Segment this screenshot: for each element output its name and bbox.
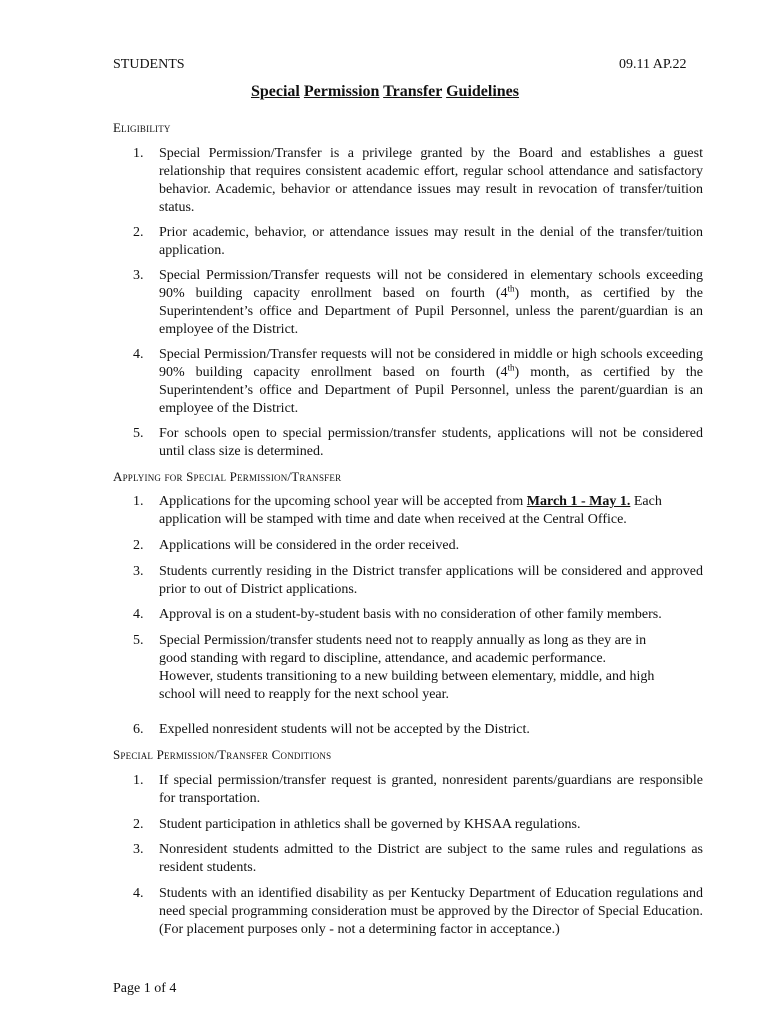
item-text: If special permission/transfer request is granted, nonresident parents/guardians are responsible for transportation. [159,773,703,806]
section-heading-applying: Applying for Special Permission/Transfer [113,469,342,484]
item-text-line: good standing with regard to discipline, attendance, and academic performance. [159,651,607,666]
item-text: Nonresident students admitted to the District are subject to the same rules and regulations as resident students. [159,842,703,875]
item-text-part: ) month, as certified by the Superintendent’s office and Department of Pupil Personnel, unless the parent/guardian is an employee of the District. [159,365,703,416]
ordinal-suffix: th [507,283,515,294]
item-number: 1. [133,146,144,161]
item-text [159,632,703,704]
section-heading-eligibility: Eligibility [113,120,171,135]
item-number: 3. [133,842,144,857]
item-text-part: ) month, as certified by the Superintendent’s office and Department of Pupil Personnel, unless the parent/guardian is an employee of the District. [159,286,703,337]
item-number: 3. [133,268,144,283]
item-number: 3. [133,564,144,579]
item-text: Approval is on a student-by-student basis with no consideration of other family members. [159,607,662,622]
header-policy-code: 09.11 AP.22 [619,57,687,72]
item-text-line: school will need to reapply for the next school year. [159,687,450,702]
item-text: For schools open to special permission/transfer students, applications will not be considered until class size is determined. [159,426,703,459]
header-section-label: STUDENTS [113,57,185,72]
page-number: Page 1 of 4 [113,981,177,996]
item-text-part: Special Permission/Transfer requests will not be considered in elementary schools exceeding 90% building capacity enrollment based on fourth (4 [159,268,703,301]
title-word: Guidelines [446,83,519,100]
item-number: 5. [133,633,144,648]
page-title [0,83,770,101]
item-text: Applications will be considered in the order received. [159,538,460,553]
item-number: 1. [133,773,144,788]
item-text: Students with an identified disability as per Kentucky Department of Education regulations and need special programming consideration must be approved by the Director of Special Education. (For placement purposes only - not a determining factor in acceptance.) [159,886,703,937]
item-text [159,493,703,529]
title-word: Permission [303,83,380,100]
item-number: 4. [133,347,144,362]
section-heading-conditions: Special Permission/Transfer Conditions [113,747,332,762]
item-text: Expelled nonresident students will not be accepted by the District. [159,722,530,737]
item-text-part: Each application will be stamped with time and date when received at the Central Office. [159,494,662,527]
item-text: Students currently residing in the District transfer applications will be considered and approved prior to out of District applications. [159,564,703,597]
ordinal-suffix: th [507,362,515,373]
item-number: 2. [133,225,144,240]
item-number: 4. [133,607,144,622]
item-text-part: Special Permission/Transfer requests will not be considered in middle or high schools exceeding 90% building capacity enrollment based on fourth (4 [159,347,703,380]
item-number: 4. [133,886,144,901]
item-text [159,346,703,418]
title-word: Special [250,83,300,100]
item-text: Student participation in athletics shall be governed by KHSAA regulations. [159,817,581,832]
item-number: 2. [133,817,144,832]
item-number: 2. [133,538,144,553]
item-text-line: Special Permission/transfer students need not to reapply annually as long as they are in [159,633,647,648]
item-number: 6. [133,722,144,737]
title-word: Transfer [383,83,443,100]
application-date-range: March 1 - May 1. [526,494,631,509]
item-text [159,267,703,339]
item-text-part: Applications for the upcoming school year will be accepted from [159,494,527,509]
item-text: Special Permission/Transfer is a privilege granted by the Board and establishes a guest relationship that requires consistent academic effort, regular school attendance and satisfactory behavior. Academic, behavior or attendance issues may result in revocation of transfer/tuition status. [159,146,703,215]
item-text: Prior academic, behavior, or attendance issues may result in the denial of the transfer/tuition application. [159,225,703,258]
item-number: 1. [133,494,144,509]
item-text-line: However, students transitioning to a new building between elementary, middle, and high [159,669,655,684]
item-number: 5. [133,426,144,441]
